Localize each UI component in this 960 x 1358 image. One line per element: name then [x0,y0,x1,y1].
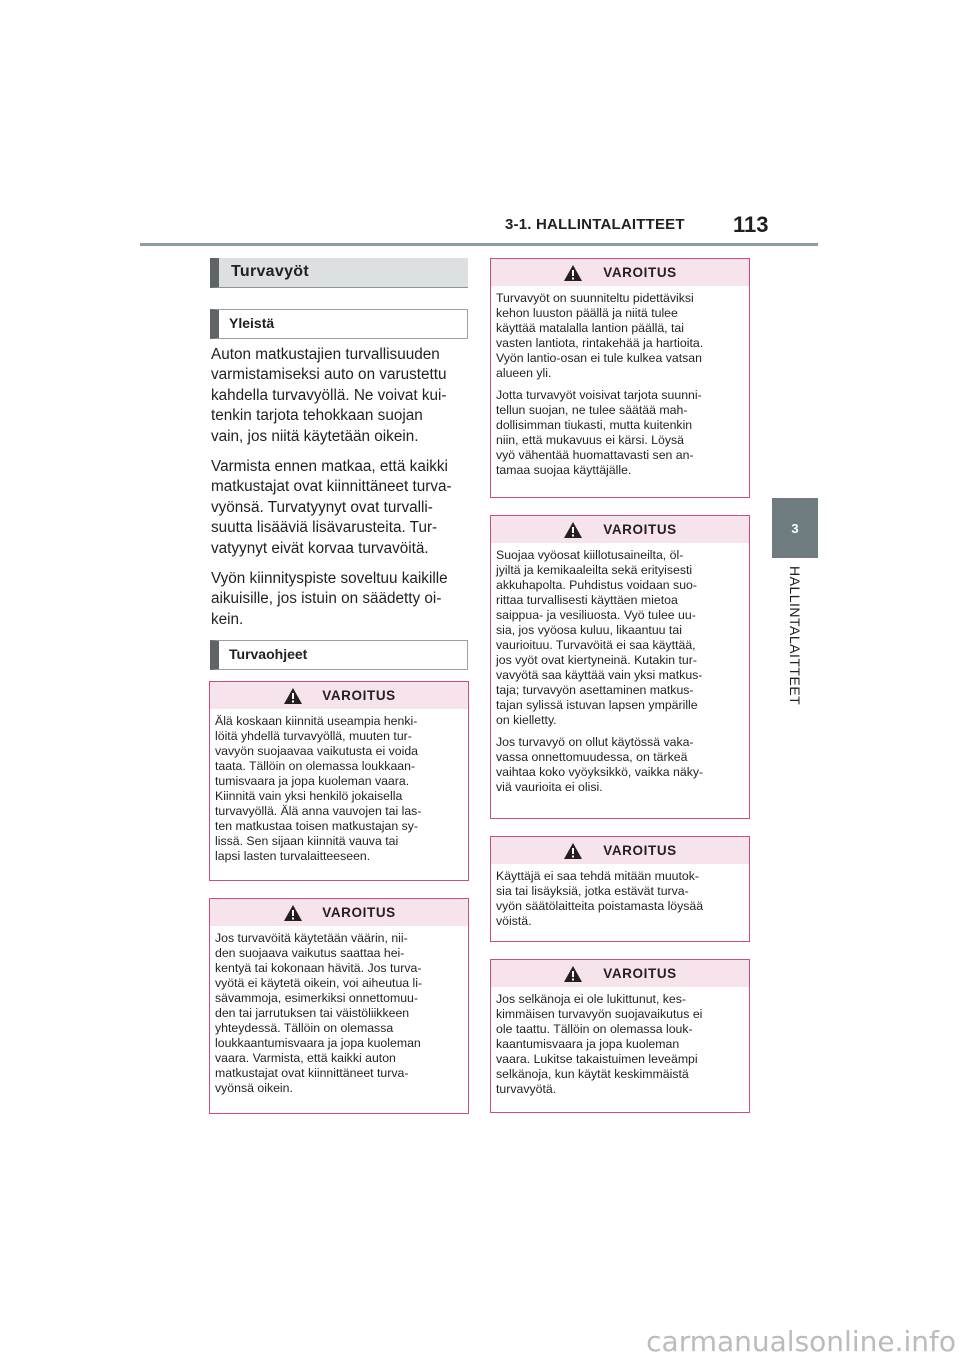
intro-text [211,345,473,640]
warning-title: VAROITUS [603,966,677,981]
paragraph-1: Auton matkustajien turvallisuuden varmistamiseksi auto on varustettu kahdella turvavyöllä. Ne voivat kui- tenkin tarjota tehokkaan suojan vain, jos niitä käytetään oikein. [211,346,447,445]
header-rule [140,243,818,246]
warning-title: VAROITUS [603,843,677,858]
warning-triangle-icon [563,264,583,282]
subheading-general [210,309,468,339]
watermark: carmanualsonline.info [646,1325,956,1358]
warning-title: VAROITUS [603,265,677,280]
warning-triangle-icon [563,965,583,983]
main-heading-text: Turvavyöt [231,263,309,280]
warning-header [491,259,749,286]
warning-box [490,515,750,819]
main-heading [210,258,468,288]
warning-triangle-icon [283,904,303,922]
page-number: 113 [733,212,769,237]
paragraph-3: Vyön kiinnityspiste soveltuu kaikille aikuisille, jos istuin on säädetty oi- kein. [211,570,448,628]
warning-box [490,258,750,498]
warning-header [491,516,749,543]
subheading-general-text: Yleistä [229,315,275,331]
section-title: 3-1. HALLINTALAITTEET [505,216,685,233]
warning-box [490,836,750,942]
warning-header [491,837,749,864]
subheading-safety-text: Turvaohjeet [229,646,308,662]
subheading-safety [210,640,468,670]
warning-text: Käyttäjä ei saa tehdä mitään muutok- sia tai lisäyksiä, jotka estävät turva- vyön säätölaitteita poistamasta löysää vöistä. [496,869,704,928]
warning-title: VAROITUS [322,688,396,703]
warning-text: Suojaa vyöosat kiillotusaineilta, öl- jyiltä ja kemikaaleilta sekä erityisesti akkuhapolta. Puhdistus voidaan suo- rittaa turvallisesti käyttäen mietoa saippua- ja vesiliuosta. Vyö tulee uu- sia, jos vyöosa kuluu, likaantuu tai vaurioituu. Turvavöitä ei saa käyttää, jos vyöt ovat kiertyneinä. Kutakin tur- vavyötä saa käyttää vain yksi matkus- taja; turvavyön asettaminen matkus- tajan sylissä istuvan lapsen ympärille on kielletty. Jos turvavyö on ollut käytössä vaka- vassa onnettomuudessa, on tärkeä vaihtaa koko vyöyksikkö, vaikka näky- viä vaurioita ei olisi. [496,548,704,794]
warning-triangle-icon [283,687,303,705]
warning-box [209,681,469,881]
warning-title: VAROITUS [603,522,677,537]
warning-text: Älä koskaan kiinnitä useampia henki- löitä yhdellä turvavyöllä, muuten tur- vavyön suojaavaa vaikutusta ei voida taata. Tällöin on olemassa loukkaan- tumisvaara ja jopa kuoleman vaara. Kiinnitä vain yksi henkilö jokaisella turvavyöllä. Älä anna vauvojen tai las- ten matkustaa toisen matkustajan sy- lissä. Sen sijaan kiinnitä vauva tai lapsi lasten turvalaitteeseen. [215,714,422,863]
chapter-number: 3 [791,520,799,536]
chapter-tab [772,498,818,558]
warning-text: Turvavyöt on suunniteltu pidettäviksi kehon luuston päällä ja niitä tulee käyttää matalalla lantion päällä, tai vasten lantiota, rintakehää ja hartioita. Vyön lantio-osan ei tule kulkea vatsan alueen yli. Jotta turvavyöt voisivat tarjota suunni- tellun suojan, ne tulee säätää mah- dollisimman tiukasti, mutta kuitenkin niin, että mukavuus ei kärsi. Löysä vyö vähentää huomattavasti sen an- tamaa suojaa käyttäjälle. [496,291,704,477]
paragraph-2: Varmista ennen matkaa, että kaikki matkustajat ovat kiinnittäneet turva- vyönsä. Turvatyynyt ovat turvalli- suutta lisääviä lisävarusteita. Tur- vatyynyt eivät korvaa turvavöitä. [211,458,452,557]
warning-triangle-icon [563,842,583,860]
warning-triangle-icon [563,521,583,539]
warning-text: Jos turvavöitä käytetään väärin, nii- den suojaava vaikutus saattaa hei- kentyä tai kokonaan hävitä. Jos turva- vyötä ei käytetä oikein, voi aiheutua li- sävammoja, esimerkiksi onnettomuu- den tai jarrutuksen tai väistöliikkeen yhteydessä. Tällöin on olemassa loukkaantumisvaara ja jopa kuoleman vaara. Varmista, että kaikki auton matkustajat ovat kiinnittäneet turva- vyönsä oikein. [215,931,423,1095]
warning-header [210,899,468,926]
chapter-label: HALLINTALAITTEET [787,566,803,706]
warning-header [491,960,749,987]
warning-box [490,959,750,1113]
warning-text: Jos selkänoja ei ole lukittunut, kes- kimmäisen turvavyön suojavaikutus ei ole taattu. Tällöin on olemassa louk- kaantumisvaara ja jopa kuoleman vaara. Lukitse takaistuimen leveämpi selkänoja, kun käytät keskimmäistä turvavyötä. [496,992,703,1096]
warning-box [209,898,469,1114]
warning-header [210,682,468,709]
warning-title: VAROITUS [322,905,396,920]
